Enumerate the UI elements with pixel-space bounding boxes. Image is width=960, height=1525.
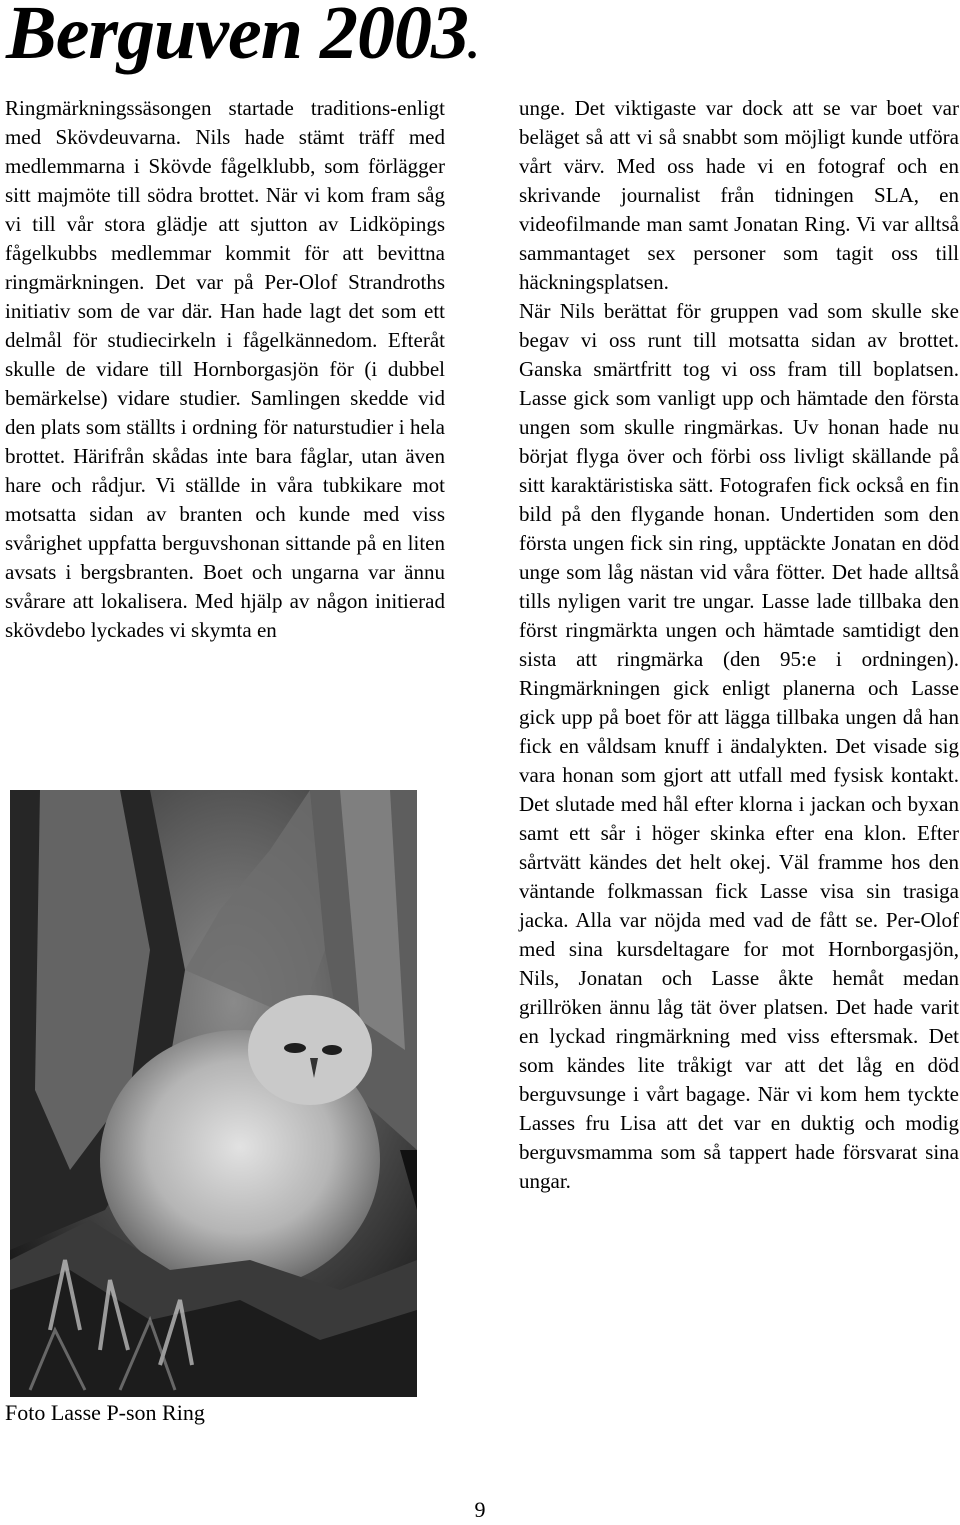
article-title [6, 0, 479, 74]
photo-caption: Foto Lasse P-son Ring [5, 1400, 205, 1425]
body-paragraph-right-1: unge. Det viktigaste var dock att se var boet var beläget så att vi så snabbt som möjligt kunde utföra vårt värv. Med oss hade vi en fotograf och en skrivande journalist från tidningen SLA, en videofilmande man samt Jonatan Ring. Vi var alltså sammantaget sex personer som tagit oss till häckningsplatsen. [519, 96, 959, 294]
owl-photo-illustration [10, 790, 417, 1397]
title-dot: . [468, 17, 479, 68]
title-text: Berguven 2003 [6, 0, 468, 75]
body-paragraph-left: Ringmärkningssäsongen startade traditions-enligt med Skövdeuvarna. Nils hade stämt träff med medlemmarna i Skövde fågelklubb, som förlägger sitt majmöte till södra brottet. När vi kom fram såg vi till vår stora glädje att sjutton av Lidköpings fågelkubbs medlemmar kommit för att bevittna ringmärkningen. Det var på Per-Olof Strandroths initiativ som de var där. Han hade lagt det som ett delmål för studiecirkeln i fågelkännedom. Efteråt skulle de vidare till Hornborgasjön för (i dubbel bemärkelse) vidare studier. Samlingen skedde vid den plats som ställts i ordning för naturstudier i hela brottet. Härifrån skådas inte bara fåglar, utan även hare och rådjur. Vi ställde in våra tubkikare mot motsatta sidan av branten och kunde med viss svårighet uppfatta berguvshonan sittande på en liten avsats i bergsbranten. Boet och ungarna var ännu svårare att lokalisera. Med hjälp av någon initierad skövdebo lyckades vi skymta en [5, 96, 445, 642]
left-column [5, 94, 445, 645]
body-paragraph-right-2: När Nils berättat för gruppen vad som skulle ske begav vi oss runt till motsatta sidan av brottet. Ganska smärtfritt tog vi oss fram till boplatsen. Lasse gick som vanligt upp och hämtade den första ungen som skulle ringmärkas. Uv honan hade nu börjat flyga över och förbi oss livligt skällande på sitt karaktäristiska sätt. Fotografen fick också en fin bild på den flygande honan. Undertiden som den första ungen fick sin ring, upptäckte Jonatan en död unge som låg nästan vid våra fötter. Det hade alltså tills nyligen varit tre ungar. Lasse lade tillbaka den först ringmärkta ungen och hämtade samtidigt den sista att ringmärka (den 95:e i ordningen). Ringmärkningen gick enligt planerna och Lasse gick upp på boet för att lägga tillbaka ungen då han fick en våldsam knuff i ändalykten. Det visade sig vara honan som gjort att utfall med fysisk kontakt. Det slutade med hål efter klorna i jackan och byxan samt ett sår i höger skinka efter ena klon. Efter sårtvätt kändes det helt okej. Väl framme hos den väntande folkmassan fick Lasse visa sin trasiga jacka. Alla var nöjda med vad de fått se. Per-Olof med sina kursdeltagare for mot Hornborgasjön, Nils, Jonatan och Lasse åkte hemåt medan grillröken ännu låg tät över platsen. Det hade varit en lyckad ringmärkning med viss eftersmak. Det som kändes lite tråkigt var att det låg en död berguvsunge i vårt bagage. När vi kom hem tyckte Lasses fru Lisa att det var en duktig och modig berguvsmamma som så tappert hade försvarat sina ungar. [519, 299, 959, 1193]
right-column [519, 94, 959, 1196]
owl-chick-photo [10, 790, 417, 1397]
page-number: 9 [474, 1497, 486, 1522]
